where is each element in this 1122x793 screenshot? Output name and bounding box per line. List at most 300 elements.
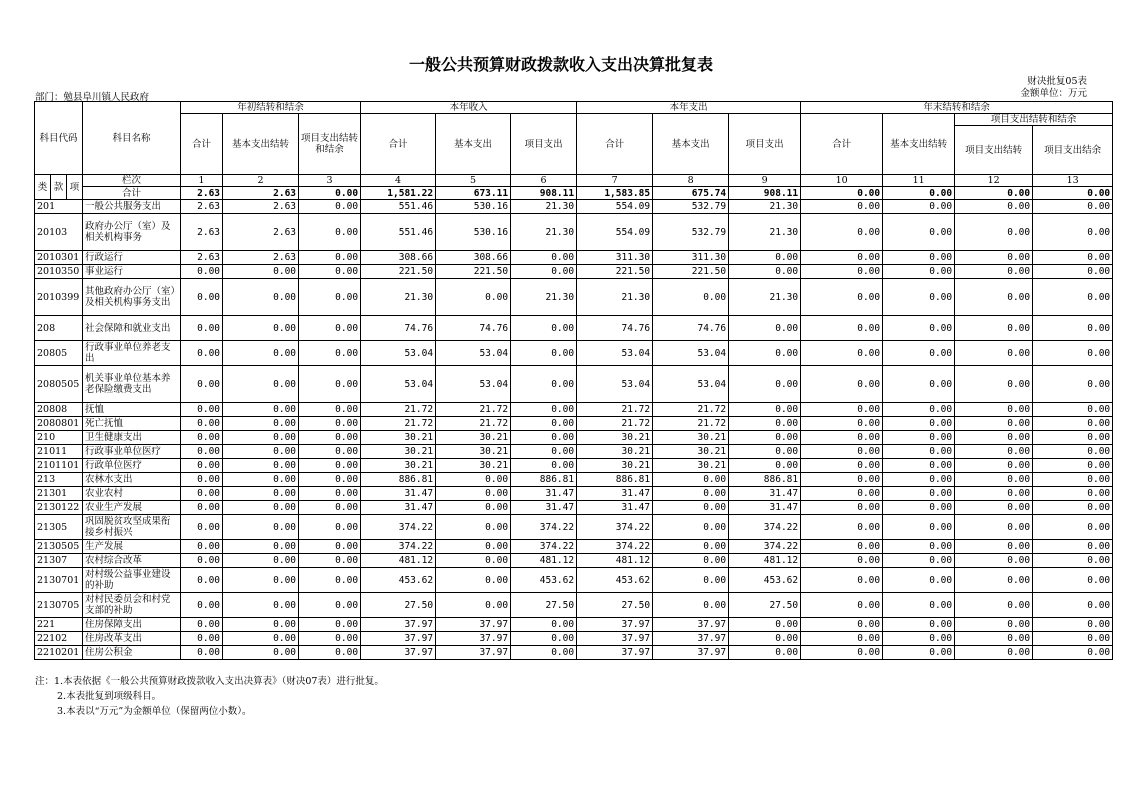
amount-cell: 37.97: [436, 646, 511, 660]
amount-cell: 311.30: [577, 251, 653, 265]
amount-cell: 0.00: [1033, 316, 1113, 341]
header-income-project: 项目支出: [511, 114, 577, 175]
amount-cell: 0.00: [801, 251, 883, 265]
amount-cell: 0.00: [955, 445, 1033, 459]
amount-cell: 0.00: [1033, 501, 1113, 515]
header-lei: 类: [35, 175, 51, 200]
amount-cell: 0.00: [1033, 341, 1113, 366]
amount-cell: 30.21: [436, 445, 511, 459]
amount-cell: 0.00: [436, 515, 511, 540]
amount-cell: 0.00: [511, 366, 577, 403]
amount-cell: 0.00: [729, 431, 801, 445]
amount-cell: 0.00: [223, 632, 299, 646]
amount-cell: 0.00: [299, 632, 361, 646]
total-cell: 0.00: [801, 187, 883, 200]
subject-code-cell: 22102: [35, 632, 83, 646]
amount-cell: 0.00: [801, 540, 883, 554]
amount-cell: 0.00: [1033, 473, 1113, 487]
amount-cell: 0.00: [729, 445, 801, 459]
column-number: 1: [181, 175, 223, 187]
amount-cell: 0.00: [223, 366, 299, 403]
amount-cell: 0.00: [883, 554, 955, 568]
amount-cell: 30.21: [361, 445, 436, 459]
amount-cell: 0.00: [511, 431, 577, 445]
amount-cell: 0.00: [223, 646, 299, 660]
subject-code-cell: 21301: [35, 487, 83, 501]
amount-cell: 30.21: [653, 459, 729, 473]
amount-cell: 0.00: [801, 501, 883, 515]
header-expense: 本年支出: [577, 102, 801, 114]
amount-cell: 0.00: [223, 554, 299, 568]
amount-cell: 53.04: [361, 341, 436, 366]
table-row: [35, 501, 1113, 515]
note-2: 2.本表批复到项级科目。: [57, 691, 162, 702]
form-meta: [1020, 76, 1087, 100]
amount-cell: 0.00: [223, 568, 299, 593]
total-cell: 0.00: [299, 187, 361, 200]
amount-cell: 0.00: [299, 487, 361, 501]
subject-name-cell: 行政事业单位医疗: [83, 445, 181, 459]
amount-cell: 532.79: [653, 200, 729, 214]
subject-code-cell: 20808: [35, 403, 83, 417]
amount-cell: 0.00: [511, 316, 577, 341]
amount-cell: 0.00: [801, 214, 883, 251]
header-closing-project-carry: 项目支出结转: [955, 126, 1033, 175]
amount-cell: 37.97: [577, 618, 653, 632]
amount-cell: 0.00: [883, 459, 955, 473]
amount-cell: 0.00: [181, 403, 223, 417]
amount-cell: 0.00: [181, 646, 223, 660]
amount-cell: 0.00: [436, 487, 511, 501]
amount-cell: 21.30: [511, 279, 577, 316]
amount-cell: 0.00: [955, 214, 1033, 251]
table-row: [35, 279, 1113, 316]
header-closing-project-balance: 项目支出结余: [1033, 126, 1113, 175]
amount-cell: 21.72: [653, 417, 729, 431]
table-row: [35, 265, 1113, 279]
table-row: [35, 487, 1113, 501]
amount-cell: 0.00: [729, 316, 801, 341]
amount-cell: 308.66: [436, 251, 511, 265]
amount-cell: 0.00: [436, 279, 511, 316]
total-cell: 908.11: [511, 187, 577, 200]
column-number: 7: [577, 175, 653, 187]
amount-cell: 0.00: [223, 265, 299, 279]
amount-cell: 37.97: [361, 618, 436, 632]
amount-cell: 31.47: [361, 501, 436, 515]
amount-cell: 0.00: [511, 341, 577, 366]
header-income: 本年收入: [361, 102, 577, 114]
amount-cell: 0.00: [801, 618, 883, 632]
amount-cell: 0.00: [883, 593, 955, 618]
amount-cell: 0.00: [436, 568, 511, 593]
subject-name-cell: 死亡抚恤: [83, 417, 181, 431]
amount-cell: 0.00: [223, 515, 299, 540]
amount-cell: 0.00: [653, 501, 729, 515]
amount-cell: 74.76: [653, 316, 729, 341]
amount-cell: 0.00: [883, 279, 955, 316]
amount-cell: 0.00: [801, 200, 883, 214]
amount-cell: 30.21: [436, 431, 511, 445]
amount-cell: 0.00: [299, 554, 361, 568]
amount-cell: 30.21: [653, 445, 729, 459]
amount-cell: 74.76: [361, 316, 436, 341]
amount-cell: 27.50: [511, 593, 577, 618]
total-cell: 0.00: [1033, 187, 1113, 200]
header-kuan: 款: [51, 175, 67, 200]
amount-cell: 0.00: [955, 540, 1033, 554]
column-number: 2: [223, 175, 299, 187]
column-number: 12: [955, 175, 1033, 187]
amount-cell: 0.00: [181, 366, 223, 403]
amount-cell: 37.97: [653, 618, 729, 632]
amount-cell: 0.00: [883, 214, 955, 251]
amount-cell: 0.00: [511, 251, 577, 265]
amount-cell: 0.00: [181, 265, 223, 279]
amount-cell: 0.00: [883, 251, 955, 265]
amount-cell: 0.00: [1033, 515, 1113, 540]
amount-cell: 0.00: [801, 417, 883, 431]
header-subject-name: 科目名称: [83, 102, 181, 175]
amount-cell: 0.00: [955, 316, 1033, 341]
header-expense-total: 合计: [577, 114, 653, 175]
subject-name-cell: 抚恤: [83, 403, 181, 417]
note-3: 3.本表以“万元”为金额单位（保留两位小数）。: [57, 706, 252, 717]
column-number: 6: [511, 175, 577, 187]
subject-code-cell: 21307: [35, 554, 83, 568]
subject-name-cell: 社会保障和就业支出: [83, 316, 181, 341]
amount-cell: 21.30: [729, 214, 801, 251]
table-row: [35, 251, 1113, 265]
amount-cell: 374.22: [361, 540, 436, 554]
amount-cell: 221.50: [653, 265, 729, 279]
amount-cell: 0.00: [181, 473, 223, 487]
subject-code-cell: 208: [35, 316, 83, 341]
amount-cell: 0.00: [955, 618, 1033, 632]
amount-cell: 0.00: [299, 593, 361, 618]
amount-cell: 530.16: [436, 214, 511, 251]
amount-cell: 221.50: [436, 265, 511, 279]
subject-code-cell: 2210201: [35, 646, 83, 660]
amount-cell: 0.00: [729, 366, 801, 403]
subject-code-cell: 20805: [35, 341, 83, 366]
amount-cell: 0.00: [1033, 445, 1113, 459]
amount-cell: 0.00: [955, 459, 1033, 473]
amount-cell: 0.00: [653, 279, 729, 316]
amount-cell: 0.00: [801, 646, 883, 660]
amount-cell: 30.21: [577, 459, 653, 473]
amount-cell: 0.00: [223, 279, 299, 316]
amount-cell: 0.00: [653, 568, 729, 593]
page-title: 一般公共预算财政拨款收入支出决算批复表: [408, 55, 713, 74]
amount-cell: 0.00: [181, 501, 223, 515]
table-row: [35, 366, 1113, 403]
subject-code-cell: 2130505: [35, 540, 83, 554]
amount-cell: 0.00: [511, 646, 577, 660]
amount-cell: 0.00: [883, 200, 955, 214]
table-row: [35, 515, 1113, 540]
subject-code-cell: 21305: [35, 515, 83, 540]
subject-name-cell: 生产发展: [83, 540, 181, 554]
amount-cell: 481.12: [511, 554, 577, 568]
amount-cell: 0.00: [181, 554, 223, 568]
subject-name-cell: 行政单位医疗: [83, 459, 181, 473]
amount-cell: 0.00: [1033, 431, 1113, 445]
column-number: 9: [729, 175, 801, 187]
amount-cell: 0.00: [223, 316, 299, 341]
subject-code-cell: 2130122: [35, 501, 83, 515]
amount-cell: 0.00: [883, 431, 955, 445]
amount-cell: 0.00: [299, 214, 361, 251]
amount-cell: 551.46: [361, 214, 436, 251]
header-expense-basic: 基本支出: [653, 114, 729, 175]
table-row: [35, 214, 1113, 251]
amount-cell: 0.00: [883, 341, 955, 366]
amount-cell: 0.00: [955, 200, 1033, 214]
amount-cell: 0.00: [1033, 366, 1113, 403]
amount-cell: 0.00: [299, 251, 361, 265]
amount-cell: 27.50: [577, 593, 653, 618]
unit-label: 金额单位：万元: [1020, 88, 1087, 99]
amount-cell: 0.00: [955, 646, 1033, 660]
amount-cell: 0.00: [955, 554, 1033, 568]
amount-cell: 0.00: [299, 200, 361, 214]
total-cell: 0.00: [883, 187, 955, 200]
amount-cell: 0.00: [223, 501, 299, 515]
amount-cell: 0.00: [955, 487, 1033, 501]
subject-name-cell: 行政事业单位养老支出: [83, 341, 181, 366]
table-row: [35, 632, 1113, 646]
amount-cell: 74.76: [436, 316, 511, 341]
header-opening: 年初结转和结余: [181, 102, 361, 114]
amount-cell: 0.00: [223, 431, 299, 445]
amount-cell: 0.00: [801, 279, 883, 316]
amount-cell: 74.76: [577, 316, 653, 341]
amount-cell: 0.00: [299, 646, 361, 660]
amount-cell: 0.00: [511, 459, 577, 473]
amount-cell: 53.04: [577, 366, 653, 403]
subject-name-cell: 住房公积金: [83, 646, 181, 660]
table-row: [35, 445, 1113, 459]
amount-cell: 0.00: [653, 593, 729, 618]
column-number: 5: [436, 175, 511, 187]
amount-cell: 0.00: [1033, 487, 1113, 501]
amount-cell: 374.22: [577, 515, 653, 540]
amount-cell: 221.50: [361, 265, 436, 279]
amount-cell: 53.04: [361, 366, 436, 403]
total-cell: 908.11: [729, 187, 801, 200]
amount-cell: 37.97: [577, 646, 653, 660]
amount-cell: 0.00: [801, 568, 883, 593]
header-column-order: 栏次: [83, 175, 181, 187]
amount-cell: 374.22: [729, 515, 801, 540]
amount-cell: 0.00: [1033, 214, 1113, 251]
amount-cell: 0.00: [729, 265, 801, 279]
column-number: 3: [299, 175, 361, 187]
header-closing: 年末结转和结余: [801, 102, 1113, 114]
amount-cell: 0.00: [181, 417, 223, 431]
header-closing-project-group: 项目支出结转和结余: [955, 114, 1113, 126]
amount-cell: 0.00: [729, 618, 801, 632]
amount-cell: 0.00: [801, 593, 883, 618]
amount-cell: 0.00: [883, 487, 955, 501]
amount-cell: 21.72: [361, 417, 436, 431]
subject-code-cell: 2080801: [35, 417, 83, 431]
amount-cell: 0.00: [181, 618, 223, 632]
amount-cell: 37.97: [436, 618, 511, 632]
amount-cell: 2.63: [223, 200, 299, 214]
amount-cell: 0.00: [299, 473, 361, 487]
amount-cell: 0.00: [955, 403, 1033, 417]
total-cell: 673.11: [436, 187, 511, 200]
header-xiang: 项: [67, 175, 83, 200]
amount-cell: 554.09: [577, 200, 653, 214]
amount-cell: 0.00: [223, 593, 299, 618]
amount-cell: 0.00: [1033, 417, 1113, 431]
amount-cell: 0.00: [299, 316, 361, 341]
amount-cell: 0.00: [801, 487, 883, 501]
amount-cell: 0.00: [955, 473, 1033, 487]
amount-cell: 21.72: [653, 403, 729, 417]
amount-cell: 0.00: [801, 316, 883, 341]
amount-cell: 0.00: [299, 403, 361, 417]
amount-cell: 0.00: [181, 632, 223, 646]
table-row: [35, 316, 1113, 341]
amount-cell: 0.00: [653, 487, 729, 501]
amount-cell: 481.12: [729, 554, 801, 568]
amount-cell: 2.63: [181, 200, 223, 214]
amount-cell: 0.00: [511, 632, 577, 646]
subject-name-cell: 机关事业单位基本养老保险缴费支出: [83, 366, 181, 403]
amount-cell: 30.21: [577, 431, 653, 445]
amount-cell: 0.00: [801, 473, 883, 487]
header-opening-basic: 基本支出结转: [223, 114, 299, 175]
subject-name-cell: 行政运行: [83, 251, 181, 265]
amount-cell: 0.00: [883, 265, 955, 279]
subject-code-cell: 2130705: [35, 593, 83, 618]
amount-cell: 53.04: [436, 366, 511, 403]
amount-cell: 30.21: [361, 431, 436, 445]
amount-cell: 0.00: [511, 417, 577, 431]
amount-cell: 0.00: [181, 445, 223, 459]
amount-cell: 374.22: [511, 540, 577, 554]
amount-cell: 21.30: [511, 200, 577, 214]
amount-cell: 453.62: [577, 568, 653, 593]
header-income-total: 合计: [361, 114, 436, 175]
subject-code-cell: 2130701: [35, 568, 83, 593]
amount-cell: 0.00: [955, 417, 1033, 431]
amount-cell: 0.00: [1033, 568, 1113, 593]
amount-cell: 0.00: [299, 501, 361, 515]
amount-cell: 0.00: [299, 341, 361, 366]
table-row: [35, 459, 1113, 473]
amount-cell: 0.00: [511, 445, 577, 459]
amount-cell: 21.72: [361, 403, 436, 417]
amount-cell: 0.00: [729, 632, 801, 646]
total-cell: 2.63: [181, 187, 223, 200]
amount-cell: 0.00: [223, 459, 299, 473]
amount-cell: 0.00: [955, 341, 1033, 366]
subject-name-cell: 农业生产发展: [83, 501, 181, 515]
subject-code-cell: 210: [35, 431, 83, 445]
amount-cell: 27.50: [361, 593, 436, 618]
amount-cell: 0.00: [955, 568, 1033, 593]
amount-cell: 481.12: [577, 554, 653, 568]
amount-cell: 0.00: [1033, 632, 1113, 646]
note-1: 注：1.本表依据《一般公共预算财政拨款收入支出决算表》（财决07表）进行批复。: [35, 676, 384, 687]
amount-cell: 374.22: [729, 540, 801, 554]
amount-cell: 0.00: [223, 403, 299, 417]
amount-cell: 0.00: [299, 618, 361, 632]
amount-cell: 554.09: [577, 214, 653, 251]
amount-cell: 0.00: [299, 445, 361, 459]
amount-cell: 0.00: [729, 341, 801, 366]
amount-cell: 0.00: [1033, 540, 1113, 554]
amount-cell: 0.00: [955, 501, 1033, 515]
table-row: [35, 341, 1113, 366]
amount-cell: 31.47: [511, 487, 577, 501]
amount-cell: 2.63: [181, 214, 223, 251]
subject-code-cell: 213: [35, 473, 83, 487]
amount-cell: 0.00: [653, 473, 729, 487]
amount-cell: 21.72: [436, 417, 511, 431]
amount-cell: 31.47: [511, 501, 577, 515]
amount-cell: 0.00: [883, 618, 955, 632]
header-expense-project: 项目支出: [729, 114, 801, 175]
amount-cell: 53.04: [577, 341, 653, 366]
amount-cell: 221.50: [577, 265, 653, 279]
amount-cell: 0.00: [801, 554, 883, 568]
amount-cell: 31.47: [361, 487, 436, 501]
amount-cell: 21.72: [577, 403, 653, 417]
amount-cell: 0.00: [955, 593, 1033, 618]
subject-code-cell: 2101101: [35, 459, 83, 473]
column-number: 11: [883, 175, 955, 187]
amount-cell: 0.00: [511, 265, 577, 279]
subject-code-cell: 221: [35, 618, 83, 632]
amount-cell: 886.81: [361, 473, 436, 487]
amount-cell: 0.00: [511, 618, 577, 632]
amount-cell: 374.22: [361, 515, 436, 540]
total-cell: 2.63: [223, 187, 299, 200]
amount-cell: 37.97: [361, 646, 436, 660]
amount-cell: 0.00: [299, 279, 361, 316]
amount-cell: 0.00: [955, 366, 1033, 403]
amount-cell: 0.00: [801, 366, 883, 403]
amount-cell: 0.00: [883, 445, 955, 459]
amount-cell: 0.00: [1033, 279, 1113, 316]
subject-code-cell: 201: [35, 200, 83, 214]
table-row: [35, 568, 1113, 593]
amount-cell: 53.04: [653, 341, 729, 366]
amount-cell: 0.00: [1033, 554, 1113, 568]
amount-cell: 0.00: [436, 554, 511, 568]
amount-cell: 0.00: [299, 265, 361, 279]
amount-cell: 0.00: [955, 515, 1033, 540]
column-number: 4: [361, 175, 436, 187]
header-opening-total: 合计: [181, 114, 223, 175]
table-row: [35, 417, 1113, 431]
amount-cell: 311.30: [653, 251, 729, 265]
amount-cell: 0.00: [883, 316, 955, 341]
header-income-basic: 基本支出: [436, 114, 511, 175]
amount-cell: 0.00: [729, 403, 801, 417]
amount-cell: 0.00: [223, 417, 299, 431]
amount-cell: 551.46: [361, 200, 436, 214]
notes: [35, 674, 384, 719]
amount-cell: 0.00: [955, 279, 1033, 316]
amount-cell: 308.66: [361, 251, 436, 265]
